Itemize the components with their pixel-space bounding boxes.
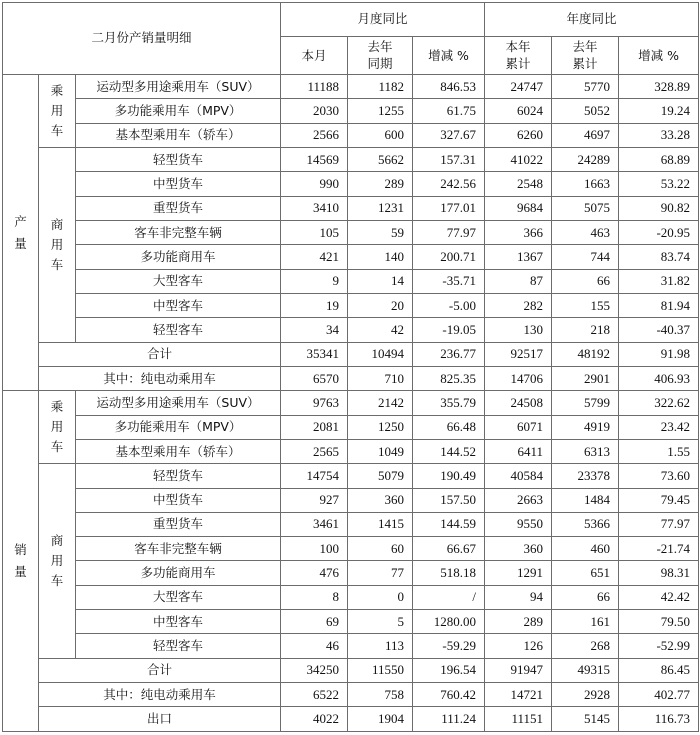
value-cell: 5770 — [552, 74, 619, 98]
value-cell: 2081 — [281, 415, 348, 439]
row-label: 中型客车 — [76, 293, 281, 317]
value-cell: 126 — [485, 634, 552, 658]
col-header-yearly-change: 增减 % — [619, 36, 699, 74]
value-cell: 6411 — [485, 439, 552, 463]
value-cell: / — [413, 585, 485, 609]
value-cell: 3461 — [281, 512, 348, 536]
value-cell: 2142 — [348, 391, 413, 415]
value-cell: 87 — [485, 269, 552, 293]
value-cell: 14569 — [281, 147, 348, 171]
value-cell: 1663 — [552, 172, 619, 196]
value-cell: -5.00 — [413, 293, 485, 317]
value-cell: 1255 — [348, 99, 413, 123]
value-cell: 60 — [348, 537, 413, 561]
col-header-monthly-change: 增减 % — [413, 36, 485, 74]
value-cell: 6313 — [552, 439, 619, 463]
row-label: 大型客车 — [76, 585, 281, 609]
total-label: 合计 — [39, 658, 281, 682]
value-cell: 77 — [348, 561, 413, 585]
value-cell: 476 — [281, 561, 348, 585]
value-cell: 24747 — [485, 74, 552, 98]
value-cell: 322.62 — [619, 391, 699, 415]
value-cell: 366 — [485, 220, 552, 244]
value-cell: 33.28 — [619, 123, 699, 147]
value-cell: 144.52 — [413, 439, 485, 463]
table-row — [3, 245, 699, 269]
table-row — [3, 74, 699, 98]
value-cell: 86.45 — [619, 658, 699, 682]
table-row — [3, 707, 699, 732]
value-cell: 4697 — [552, 123, 619, 147]
value-cell: 402.77 — [619, 683, 699, 707]
value-cell: 19 — [281, 293, 348, 317]
value-cell: 360 — [348, 488, 413, 512]
value-cell: 144.59 — [413, 512, 485, 536]
value-cell: 100 — [281, 537, 348, 561]
row-label: 客车非完整车辆 — [76, 537, 281, 561]
row-label: 基本型乘用车（轿车） — [76, 439, 281, 463]
value-cell: -35.71 — [413, 269, 485, 293]
value-cell: 6024 — [485, 99, 552, 123]
table-row — [3, 269, 699, 293]
row-label: 轻型客车 — [76, 634, 281, 658]
value-cell: 14 — [348, 269, 413, 293]
value-cell: 2663 — [485, 488, 552, 512]
export-label: 出口 — [39, 707, 281, 732]
value-cell: 11550 — [348, 658, 413, 682]
value-cell: 282 — [485, 293, 552, 317]
value-cell: 46 — [281, 634, 348, 658]
value-cell: 6071 — [485, 415, 552, 439]
value-cell: 34 — [281, 318, 348, 342]
table-row — [3, 585, 699, 609]
value-cell: 5 — [348, 610, 413, 634]
value-cell: -19.05 — [413, 318, 485, 342]
value-cell: 20 — [348, 293, 413, 317]
total-label: 合计 — [39, 342, 281, 366]
value-cell: 31.82 — [619, 269, 699, 293]
value-cell: 81.94 — [619, 293, 699, 317]
value-cell: 825.35 — [413, 366, 485, 390]
table-row — [3, 318, 699, 342]
value-cell: 9550 — [485, 512, 552, 536]
value-cell: 92517 — [485, 342, 552, 366]
value-cell: 2928 — [552, 683, 619, 707]
row-label: 多功能商用车 — [76, 561, 281, 585]
table-row — [3, 634, 699, 658]
col-header-last-year-period: 去年 同期 — [348, 36, 413, 74]
table-row — [3, 683, 699, 707]
value-cell: 1904 — [348, 707, 413, 732]
value-cell: 710 — [348, 366, 413, 390]
table-row — [3, 342, 699, 366]
value-cell: 10494 — [348, 342, 413, 366]
ev-label: 其中：纯电动乘用车 — [39, 366, 281, 390]
row-label: 大型客车 — [76, 269, 281, 293]
col-header-ytd: 本年 累计 — [485, 36, 552, 74]
value-cell: 53.22 — [619, 172, 699, 196]
row-label: 轻型货车 — [76, 464, 281, 488]
value-cell: 927 — [281, 488, 348, 512]
section-label: 产 量 — [3, 74, 39, 390]
value-cell: 113 — [348, 634, 413, 658]
row-label: 中型客车 — [76, 610, 281, 634]
value-cell: 6260 — [485, 123, 552, 147]
value-cell: 24508 — [485, 391, 552, 415]
value-cell: 140 — [348, 245, 413, 269]
table-row — [3, 537, 699, 561]
row-label: 中型货车 — [76, 488, 281, 512]
value-cell: 1250 — [348, 415, 413, 439]
value-cell: 1280.00 — [413, 610, 485, 634]
value-cell: 846.53 — [413, 74, 485, 98]
value-cell: 463 — [552, 220, 619, 244]
value-cell: 760.42 — [413, 683, 485, 707]
value-cell: 79.45 — [619, 488, 699, 512]
table-row — [3, 610, 699, 634]
value-cell: -21.74 — [619, 537, 699, 561]
value-cell: 161 — [552, 610, 619, 634]
value-cell: 600 — [348, 123, 413, 147]
value-cell: 69 — [281, 610, 348, 634]
value-cell: 14754 — [281, 464, 348, 488]
value-cell: 518.18 — [413, 561, 485, 585]
value-cell: 6522 — [281, 683, 348, 707]
row-label: 重型货车 — [76, 512, 281, 536]
value-cell: 66.48 — [413, 415, 485, 439]
value-cell: 1484 — [552, 488, 619, 512]
row-label: 重型货车 — [76, 196, 281, 220]
value-cell: 9763 — [281, 391, 348, 415]
value-cell: 177.01 — [413, 196, 485, 220]
value-cell: 200.71 — [413, 245, 485, 269]
table-row — [3, 391, 699, 415]
value-cell: 1049 — [348, 439, 413, 463]
table-row — [3, 99, 699, 123]
value-cell: 23378 — [552, 464, 619, 488]
table-row — [3, 147, 699, 171]
value-cell: 5052 — [552, 99, 619, 123]
table-row — [3, 220, 699, 244]
table-row — [3, 488, 699, 512]
value-cell: 11151 — [485, 707, 552, 732]
value-cell: 1231 — [348, 196, 413, 220]
row-label: 中型货车 — [76, 172, 281, 196]
value-cell: 90.82 — [619, 196, 699, 220]
value-cell: 94 — [485, 585, 552, 609]
value-cell: 328.89 — [619, 74, 699, 98]
value-cell: 14706 — [485, 366, 552, 390]
table-row — [3, 464, 699, 488]
value-cell: 1.55 — [619, 439, 699, 463]
value-cell: 77.97 — [619, 512, 699, 536]
value-cell: 8 — [281, 585, 348, 609]
value-cell: 460 — [552, 537, 619, 561]
value-cell: 91947 — [485, 658, 552, 682]
value-cell: 5662 — [348, 147, 413, 171]
value-cell: 24289 — [552, 147, 619, 171]
value-cell: 327.67 — [413, 123, 485, 147]
row-label: 基本型乘用车（轿车） — [76, 123, 281, 147]
value-cell: 651 — [552, 561, 619, 585]
table-row — [3, 415, 699, 439]
value-cell: 2030 — [281, 99, 348, 123]
value-cell: 66.67 — [413, 537, 485, 561]
value-cell: 48192 — [552, 342, 619, 366]
value-cell: 0 — [348, 585, 413, 609]
value-cell: 130 — [485, 318, 552, 342]
value-cell: -59.29 — [413, 634, 485, 658]
row-label: 轻型客车 — [76, 318, 281, 342]
value-cell: 360 — [485, 537, 552, 561]
table-row — [3, 439, 699, 463]
value-cell: 236.77 — [413, 342, 485, 366]
value-cell: 242.56 — [413, 172, 485, 196]
value-cell: 34250 — [281, 658, 348, 682]
value-cell: 268 — [552, 634, 619, 658]
value-cell: 49315 — [552, 658, 619, 682]
section-label: 销 量 — [3, 391, 39, 732]
value-cell: 9 — [281, 269, 348, 293]
value-cell: 23.42 — [619, 415, 699, 439]
value-cell: 1415 — [348, 512, 413, 536]
value-cell: 990 — [281, 172, 348, 196]
row-label: 多功能乘用车（MPV） — [76, 99, 281, 123]
value-cell: 5366 — [552, 512, 619, 536]
value-cell: 355.79 — [413, 391, 485, 415]
table-row — [3, 196, 699, 220]
table-row — [3, 293, 699, 317]
value-cell: 1182 — [348, 74, 413, 98]
category-label-commercial: 商 用 车 — [39, 464, 76, 659]
row-label: 多功能商用车 — [76, 245, 281, 269]
value-cell: -20.95 — [619, 220, 699, 244]
value-cell: 91.98 — [619, 342, 699, 366]
value-cell: 190.49 — [413, 464, 485, 488]
value-cell: 6570 — [281, 366, 348, 390]
value-cell: 5079 — [348, 464, 413, 488]
value-cell: 111.24 — [413, 707, 485, 732]
col-header-this-month: 本月 — [281, 36, 348, 74]
value-cell: 5075 — [552, 196, 619, 220]
category-label-passenger: 乘 用 车 — [39, 74, 76, 147]
value-cell: 289 — [348, 172, 413, 196]
value-cell: 68.89 — [619, 147, 699, 171]
value-cell: 2566 — [281, 123, 348, 147]
value-cell: 77.97 — [413, 220, 485, 244]
value-cell: 4919 — [552, 415, 619, 439]
table-row — [3, 512, 699, 536]
value-cell: 66 — [552, 269, 619, 293]
value-cell: 98.31 — [619, 561, 699, 585]
value-cell: 116.73 — [619, 707, 699, 732]
value-cell: 5145 — [552, 707, 619, 732]
col-header-last-ytd: 去年 累计 — [552, 36, 619, 74]
value-cell: 41022 — [485, 147, 552, 171]
row-label: 运动型多用途乘用车（SUV） — [76, 391, 281, 415]
yearly-group-header: 年度同比 — [485, 3, 699, 37]
value-cell: 79.50 — [619, 610, 699, 634]
table-row — [3, 658, 699, 682]
value-cell: 61.75 — [413, 99, 485, 123]
table-body — [3, 3, 699, 732]
value-cell: -40.37 — [619, 318, 699, 342]
value-cell: 19.24 — [619, 99, 699, 123]
value-cell: 66 — [552, 585, 619, 609]
value-cell: 406.93 — [619, 366, 699, 390]
category-label-commercial: 商 用 车 — [39, 147, 76, 342]
value-cell: 42 — [348, 318, 413, 342]
value-cell: 1367 — [485, 245, 552, 269]
value-cell: 2548 — [485, 172, 552, 196]
row-label: 运动型多用途乘用车（SUV） — [76, 74, 281, 98]
value-cell: 289 — [485, 610, 552, 634]
value-cell: 59 — [348, 220, 413, 244]
table-row — [3, 172, 699, 196]
value-cell: 14721 — [485, 683, 552, 707]
value-cell: 40584 — [485, 464, 552, 488]
value-cell: 83.74 — [619, 245, 699, 269]
value-cell: 1291 — [485, 561, 552, 585]
table-row — [3, 123, 699, 147]
value-cell: 5799 — [552, 391, 619, 415]
value-cell: 744 — [552, 245, 619, 269]
value-cell: 2901 — [552, 366, 619, 390]
table-title: 二月份产销量明细 — [3, 3, 281, 75]
value-cell: 218 — [552, 318, 619, 342]
value-cell: 73.60 — [619, 464, 699, 488]
value-cell: 3410 — [281, 196, 348, 220]
value-cell: 155 — [552, 293, 619, 317]
table-row — [3, 366, 699, 390]
value-cell: 421 — [281, 245, 348, 269]
table-row — [3, 561, 699, 585]
category-label-passenger: 乘 用 车 — [39, 391, 76, 464]
ev-label: 其中：纯电动乘用车 — [39, 683, 281, 707]
row-label: 客车非完整车辆 — [76, 220, 281, 244]
value-cell: -52.99 — [619, 634, 699, 658]
value-cell: 196.54 — [413, 658, 485, 682]
value-cell: 2565 — [281, 439, 348, 463]
value-cell: 758 — [348, 683, 413, 707]
row-label: 多功能乘用车（MPV） — [76, 415, 281, 439]
value-cell: 35341 — [281, 342, 348, 366]
value-cell: 4022 — [281, 707, 348, 732]
value-cell: 42.42 — [619, 585, 699, 609]
row-label: 轻型货车 — [76, 147, 281, 171]
value-cell: 9684 — [485, 196, 552, 220]
value-cell: 105 — [281, 220, 348, 244]
production-sales-table — [2, 2, 699, 732]
value-cell: 157.31 — [413, 147, 485, 171]
value-cell: 157.50 — [413, 488, 485, 512]
value-cell: 11188 — [281, 74, 348, 98]
monthly-group-header: 月度同比 — [281, 3, 485, 37]
